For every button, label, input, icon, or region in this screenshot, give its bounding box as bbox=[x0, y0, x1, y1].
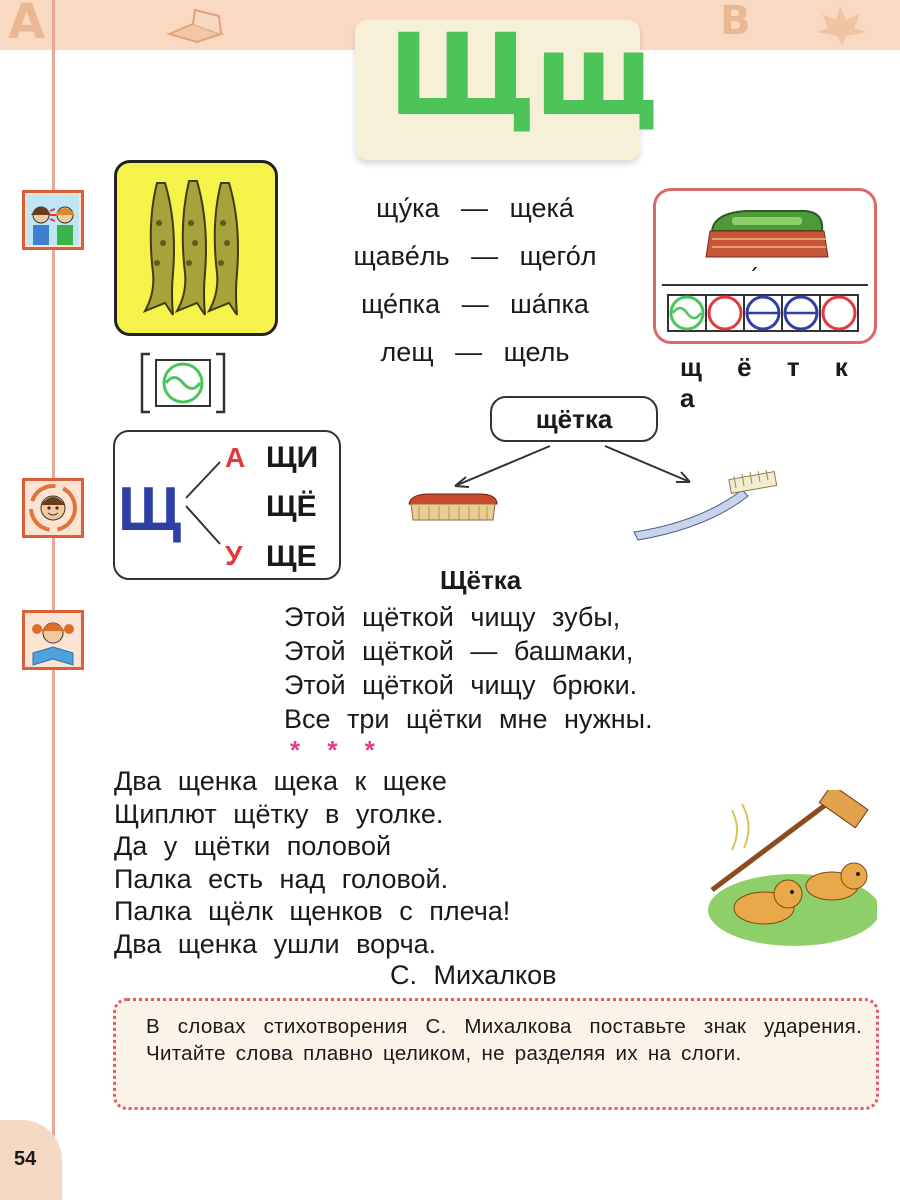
toothbrush-illustration bbox=[630, 470, 785, 542]
maple-leaf-icon bbox=[810, 2, 870, 46]
word-pair bbox=[330, 184, 620, 232]
book-icon bbox=[165, 4, 225, 44]
poem-puppies bbox=[114, 765, 510, 961]
poem-line: Два щенка ушли ворча. bbox=[114, 928, 437, 959]
word-right: щека́ bbox=[509, 193, 574, 223]
poem-line: Все три щётки мне нужны. bbox=[284, 704, 653, 734]
syllable-vowel-a: А bbox=[225, 442, 246, 473]
pike-fish-illustration bbox=[117, 163, 275, 333]
syllable-item: ЩИ bbox=[266, 441, 319, 474]
poem-line: Этой щёткой — башмаки, bbox=[284, 636, 634, 666]
repeat-face-icon bbox=[22, 478, 84, 538]
poem-line: Этой щёткой чищу зубы, bbox=[284, 602, 621, 632]
word-pair bbox=[330, 232, 620, 280]
page-number: 54 bbox=[14, 1148, 37, 1170]
poem-line: Щиплют щётку в уголке. bbox=[114, 798, 444, 829]
word-bubble: щётка bbox=[490, 396, 658, 442]
brush-sound-scheme-box bbox=[653, 188, 877, 344]
word-right: щего́л bbox=[519, 241, 597, 271]
dash: — bbox=[461, 193, 489, 223]
stress-mark: ´ bbox=[748, 266, 759, 291]
deco-letter-v: В bbox=[720, 0, 751, 44]
poem-line: Да у щётки половой bbox=[114, 831, 392, 862]
word-right: ша́пка bbox=[510, 289, 589, 319]
dash: — bbox=[471, 241, 499, 271]
pike-picture bbox=[114, 160, 278, 336]
margin-line bbox=[52, 0, 55, 1200]
scheme-word: щ ё т к а bbox=[680, 352, 862, 413]
word-left: щу́ка bbox=[376, 193, 440, 223]
dash: — bbox=[461, 289, 489, 319]
poem-line: Палка щёлк щенков с плеча! bbox=[114, 896, 511, 927]
deco-letter-a: А bbox=[8, 0, 46, 50]
dash: — bbox=[455, 337, 483, 367]
poem-line: Этой щёткой чищу брюки. bbox=[284, 670, 638, 700]
poem-title: Щётка bbox=[440, 565, 522, 595]
poem-line: Два щенка щека к щеке bbox=[114, 766, 447, 796]
reading-girl-icon bbox=[22, 610, 84, 670]
speaking-children-icon bbox=[22, 190, 84, 250]
word-pair bbox=[330, 280, 620, 328]
syllable-branch-lines bbox=[180, 452, 230, 552]
word-left: ще́пка bbox=[361, 289, 441, 319]
stanza-separator: * * * bbox=[290, 735, 385, 765]
clothes-brush-illustration bbox=[405, 490, 500, 530]
syllable-item: ЩЁ bbox=[266, 490, 317, 523]
word-left: лещ bbox=[380, 337, 434, 367]
shoe-brush-illustration bbox=[706, 211, 828, 257]
word-right: щель bbox=[503, 337, 570, 367]
sound-model-soft-consonant bbox=[140, 352, 226, 414]
word-pair bbox=[330, 328, 620, 376]
poem-author: С. Михалков bbox=[390, 960, 557, 990]
letter-title: Щщ bbox=[388, 11, 657, 141]
syllable-item: ЩЕ bbox=[266, 540, 317, 573]
poem-line: Палка есть над головой. bbox=[114, 863, 449, 894]
puppies-illustration bbox=[702, 790, 877, 950]
task-text: В словах стихотворения С. Михалкова поставьте знак ударения. Читайте слова плавно целиком, не разделяя их на слоги. bbox=[146, 1015, 862, 1065]
syllable-consonant: Щ bbox=[118, 475, 182, 544]
word-pairs-list bbox=[330, 184, 620, 376]
task-box bbox=[113, 998, 879, 1110]
syllable-vowel-u: У bbox=[225, 540, 243, 571]
poem-brush bbox=[284, 600, 653, 736]
word-left: щаве́ль bbox=[353, 241, 450, 271]
sound-scheme-row bbox=[668, 295, 858, 331]
